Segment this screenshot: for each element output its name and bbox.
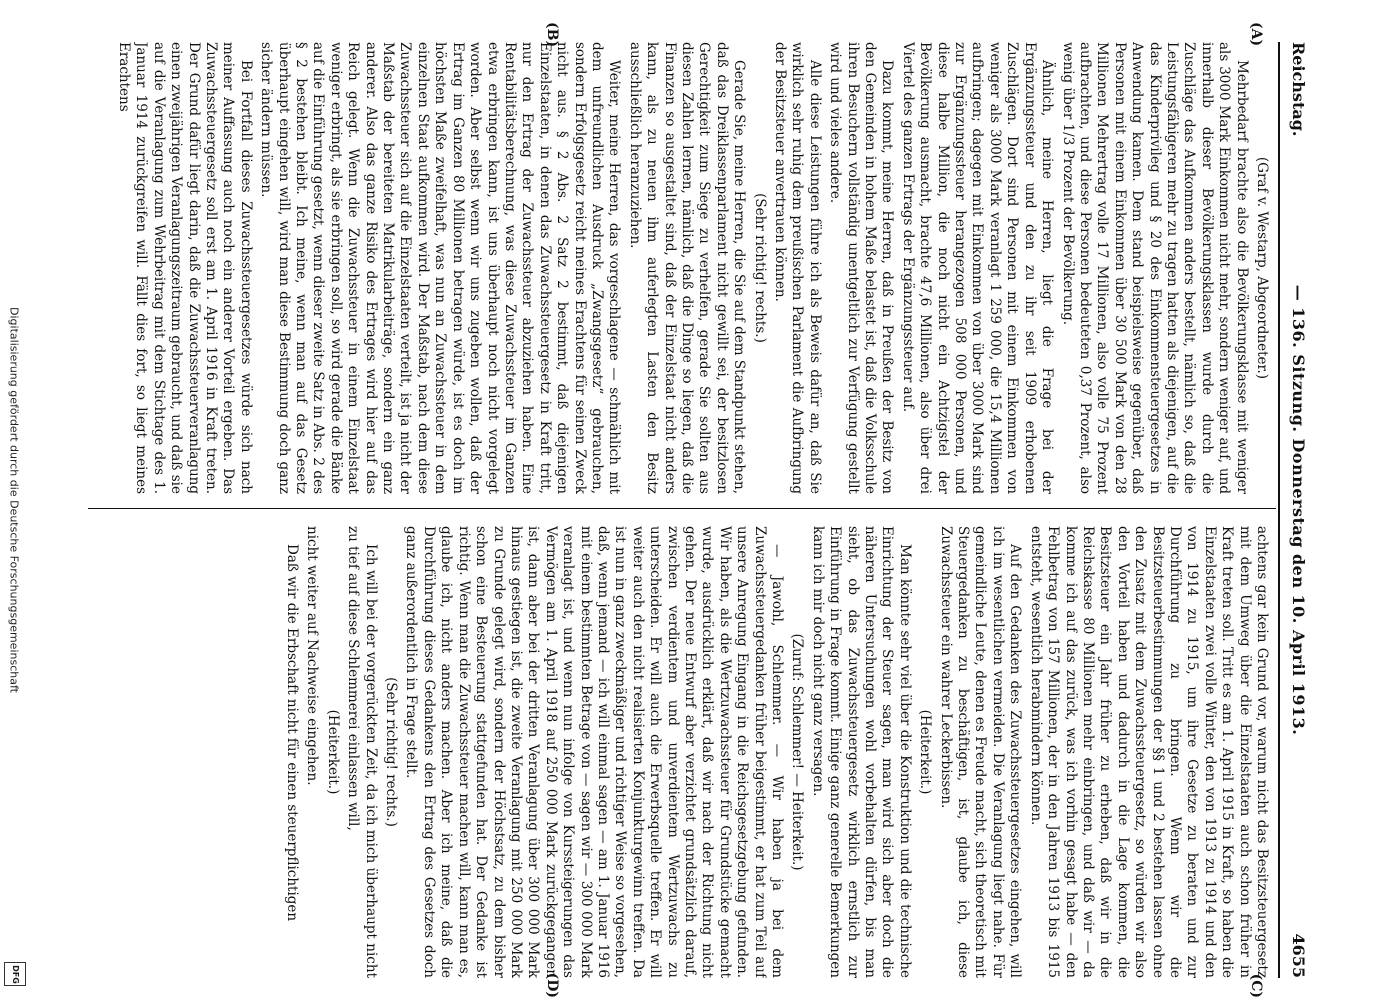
- paragraph: Alle diese Leistungen führe ich als Beweis dafür an, daß Sie wirklich sehr ruhig dem preußischen Parlament die Aufbringung der Besitzsteuer anvertrauen können.: [772, 42, 823, 494]
- interjection: (Heiterkeit.): [324, 709, 341, 795]
- margin-marker-d: (D): [544, 972, 560, 998]
- paragraph: Ich will bei der vorgerückten Zeit, da ich mich überhaupt nicht zu tief auf diese Schlemmerei einlassen will,: [345, 526, 379, 978]
- paragraph: Man könnte sehr viel über die Konstruktion und die technische Einrichtung der Steuer sagen, man wird sich aber doch die näheren Untersuchungen wohl vorbehalten dürfen, bis man sieht, ob das Zuwachssteuergesetz wirklich ernstlich zur Einführung in Frage kommt. Einige ganz generelle Bemerkungen kann ich mir doch nicht ganz versagen.: [809, 526, 913, 978]
- header-publication: Reichstag.: [1289, 42, 1308, 137]
- newspaper-page: [80, 22, 1320, 998]
- paragraph: — Jawohl, Schlemmer. — Wir haben ja bei dem Zuwachssteuergedanken früher beigestimmt, er hat zum Teil auf unsere Anregung Eingang in die Reichsgesetzgebung gefunden. Wir haben, als die Wertzuwachssteuer für Grundstücke gemacht wurde, ausdrücklich erklärt, daß wir nach der Richtung nicht gehen. Der neue Entwurf aber verzichtet grundsätzlich darauf, zwischen verdientem und unverdientem Wertzuwachs zu unterscheiden. Er will auch die Erwerbsquelle treffen. Er will weiter auch den nicht realisierten Konjunkturgewinn treffen. Da ist nun in ganz zweckmäßiger und richtiger Weise so vorgesehen, daß, wenn jemand — ich will einmal sagen — am 1. Januar 1916 mit einem bestimmten Betrage von — sagen wir — 300 000 Mark veranlagt ist, und wenn nun infolge von Kurssteigerungen das Vermögen am 1. April 1918 auf 250 000 Mark zurückgegangen ist, dann aber bei der dritten Veranlagung über 300 000 Mark hinaus gestiegen ist, die zweite Veranlagung mit 250 000 Mark zu Grunde gelegt wird, sondern der Höchstsatz, zu dem bisher schon eine Besteuerung stattgefunden hat. Der Gedanke ist richtig. Wenn man die Zuwachssteuer machen will, kann man es, glaube ich, nicht anders machen. Aber ich meine, daß die Durchführung dieses Gedankens den Ertrag des Gesetzes doch ganz außerordentlich in Frage stellt.: [403, 526, 786, 978]
- interjection: (Sehr richtig! rechts.): [383, 677, 400, 827]
- paragraph: Gerade Sie, meine Herren, die Sie auf dem Standpunkt stehen, daß das Dreiklassenparlament nicht gewillt sei, der besitzlosen Gerechtigkeit zum Siege zu verhelfen, gerade Sie sollten aus diesen Zahlen lernen, nämlich, daß die Dinge so liegen, daß die Finanzen so ausgestaltet sind, daß der Einzelstaat nicht anders kann, als zu neuen ihm auferlegten Lasten den Besitz ausschließlich heranzuziehen.: [626, 42, 748, 494]
- column-divider: [88, 508, 1276, 509]
- header-session: — 136. Sitzung. Donnerstag den 10. April 1913.: [1289, 284, 1308, 736]
- dfg-logo: DFG: [4, 962, 26, 986]
- paragraph: Weiter, meine Herren, das vorgeschlagene — schmählich mit dem unfreundlichen Ausdruck „Zwangsgesetz“ gebrauchen, sondern Erfolgsgesetz reicht meines Erachtens für seinen Zweck nicht aus. § 2 Abs. 2 Satz 2 bestimmt, daß diejenigen Einzelstaaten, in denen das Zuwachssteuergesetz in Kraft tritt, nur den Ertrag der Zuwachssteuer abzuziehen haben. Eine Rentabilitätsberechnung, was diese Zuwachssteuer im Ganzen etwa erbringen kann, ist uns überhaupt noch nicht vorgelegt worden. Aber selbst wenn wir uns zugeben wollen, daß der Ertrag im Ganzen 80 Millionen betragen würde, ist es doch im höchsten Maße zweifelhaft, was nun an Zuwachssteuer in dem einzelnen Staat aufkommen wird. Der Maßstab, nach dem diese Zuwachssteuer sich auf die Einzelstaaten verteilt, ist ja nicht der Maßstab der bereiteten Matrikularbeiträge, sondern ein ganz anderer. Also das ganze Risiko des Ertrages wird hier auf das Reich gelegt. Wenn die Zuwachssteuer in einem Einzelstaat weniger erbringt, als sie erbringen soll, so wird gerade die Bänke auf die Einführung gesetzt, wenn dieser zweite Satz in Abs. 2 des § 2 bestehen bleibt. Ich meine, wenn man auf das Gesetz überhaupt eingehen will, wird man diese Bestimmung doch ganz sicher ändern müssen.: [258, 42, 623, 494]
- interjection: (Heiterkeit.): [917, 709, 934, 795]
- paragraph: Dazu kommt, meine Herren, daß in Preußen der Besitz von den Gemeinden in hohem Maße belastet ist, daß die Volksschule ihren Besuchern vollständig unentgeltlich zur Verfügung gestellt wird und vieles andere.: [827, 42, 896, 494]
- page-header: [1278, 42, 1320, 978]
- right-column: [88, 526, 1270, 978]
- paragraph: nicht weiter auf Nachweise eingehen.: [304, 526, 321, 786]
- left-column: [88, 42, 1270, 494]
- paragraph: achtens gar kein Grund vor, warum nicht das Besitzsteuergesetz mit dem Umweg über die Einzelstaaten auch schon früher in Kraft treten soll. Tritt es am 1. April 1915 in Kraft, so haben die Einzelstaaten zwei volle Winter, den von 1913 zu 1914 und den von 1914 zu 1915, um ihre Gesetze zu beraten und zur Durchführung zu bringen. Wenn wir die Besitzsteuerbestimmungen der §§ 1 und 2 bestehen lassen ohne den Zusatz mit dem Zuwachssteuergesetz, so würden wir also den Vorteil haben und dadurch in die Lage kommen, die Besitzsteuer ein Jahr früher zu erheben, daß wir in die Reichskasse 80 Millionen mehr einbringen, und daß wir — da komme ich auf das zurück, was ich vorhin gesagt habe — den Fehlbetrag von 157 Millionen, der in den Jahren 1913 bis 1915 entsteht, wesentlich herabmindern können.: [1027, 526, 1270, 978]
- margin-marker-b: (B): [544, 22, 560, 48]
- interjection: (Zuruf: Schlemmer! — Heiterkeit.): [789, 633, 806, 871]
- paragraph: Bei Fortfall dieses Zuwachssteuergesetzes würde sich nach meiner Auffassung auch noch ein anderer Vorteil ergeben. Das Zuwachssteuergesetz soll erst am 1. April 1916 in Kraft treten. Der Grund dafür liegt darin, daß die Zuwachssteuerveranlagung einen zweijährigen Veranlagungszeitraum gebraucht, und daß sie auf die Veranlagung zum Wehrbeitrag mit dem Stichtage des 1. Januar 1914 zurückgreifen will. Fällt dies fort, so liegt meines Erachtens: [116, 42, 254, 494]
- funding-note-text: Digitalisierung gefördert durch die Deutsche Forschungsgemeinschaft: [7, 307, 21, 693]
- digitization-note: [0, 0, 28, 1000]
- margin-marker-a: (A): [1248, 22, 1264, 47]
- scanned-page-frame: [80, 22, 1320, 998]
- paragraph: Ähnlich, meine Herren, liegt die Frage bei der Ergänzungssteuer und den zu ihr seit 1909 erhobenen Zuschlägen. Dort sind Personen mit einem Einkommen von weniger als 3000 Mark veranlagt 1 259 000, die 15,4 Millionen aufbringen; dagegen mit Einkommen von über 3000 Mark sind zur Ergänzungssteuer herangezogen 508 000 Personen, und diese halbe Million, die noch nicht ein Achtzigstel der Bevölkerung ausmacht, brachte 47,6 Millionen, also über drei Viertel des ganzen Ertrags der Ergänzungssteuer auf.: [899, 42, 1056, 494]
- paragraph: Daß wir die Erbschaft nicht für einen steuerpflichtigen: [284, 544, 301, 922]
- margin-marker-c: (C): [1248, 973, 1264, 998]
- speaker-line: (Graf v. Westarp, Abgeordneter.): [1254, 156, 1270, 380]
- interjection: (Sehr richtig! rechts.): [751, 193, 768, 343]
- paragraph: Mehrbedarf brachte also die Bevölkerungsklasse mit weniger als 3000 Mark Einkommen nicht mehr, sondern weniger auf, und innerhalb dieser Bevölkerungsklassen wurde durch die Zuschläge das Aufkommen anders bestellt, nämlich so, daß die Leistungsfähigeren mehr zu tragen hatten als diejenigen, auf die das Kinderprivileg und § 20 des Einkommensteuergesetzes in Anwendung kamen. Dem stand beispielsweise gegenüber, daß Personen mit einem Einkommen über 30 500 Mark von den 28 Millionen Mehrertrag volle 17 Millionen, also volle 75 Prozent aufbrachten, und diese Personen bedeuteten 0,37 Prozent, also wenig über 1/3 Prozent der Bevölkerung.: [1059, 42, 1250, 494]
- paragraph: Auf den Gedanken des Zuwachssteuergesetzes eingehen, will ich im wesentlichen vermeiden. Die Veranlagung liegt nahe. Für gemeindliche Leute, denen es Freude macht, sich theoretisch mit Steuergedanken zu beschäftigen, ist, glaube ich, diese Zuwachssteuer ein wahrer Leckerbissen.: [937, 526, 1024, 978]
- page-number: 4655: [1289, 933, 1308, 978]
